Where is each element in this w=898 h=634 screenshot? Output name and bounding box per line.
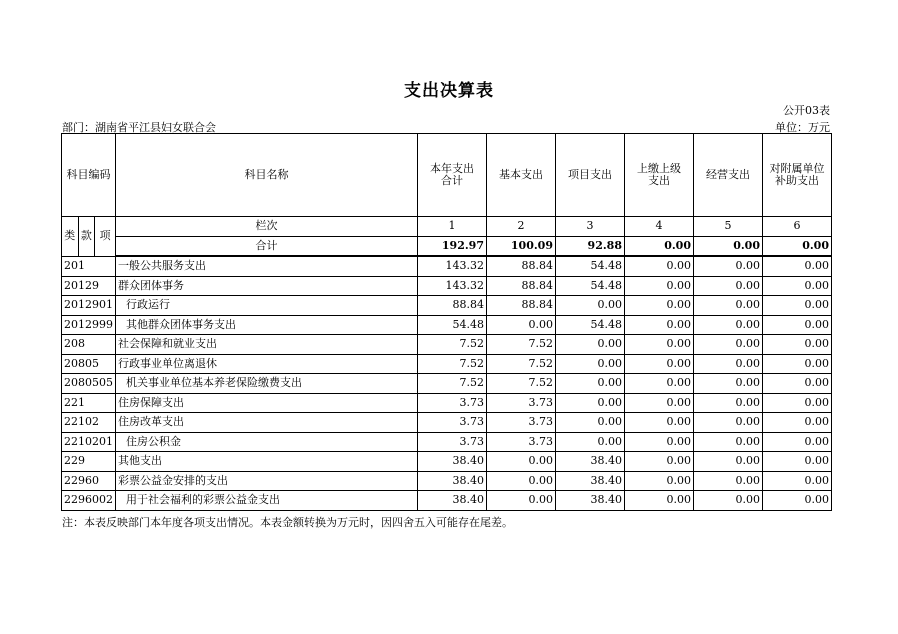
row-value: 0.00 <box>763 471 832 491</box>
row-value: 0.00 <box>625 354 694 374</box>
header-col3: 项目支出 <box>556 134 625 217</box>
row-code: 2210201 <box>62 432 116 452</box>
row-value: 88.84 <box>487 256 556 276</box>
col-number-6: 6 <box>763 217 832 237</box>
row-code: 20805 <box>62 354 116 374</box>
row-code: 20129 <box>62 276 116 296</box>
row-value: 143.32 <box>418 256 487 276</box>
row-value: 0.00 <box>763 256 832 276</box>
total-value: 92.88 <box>556 236 625 256</box>
row-value: 38.40 <box>556 452 625 472</box>
row-value: 3.73 <box>418 432 487 452</box>
row-value: 0.00 <box>763 296 832 316</box>
row-value: 0.00 <box>487 471 556 491</box>
unit-label: 单位：万元 <box>775 121 830 134</box>
row-value: 3.73 <box>418 393 487 413</box>
row-value: 0.00 <box>694 393 763 413</box>
row-value: 88.84 <box>487 296 556 316</box>
row-value: 0.00 <box>556 354 625 374</box>
row-name: 住房保障支出 <box>116 393 418 413</box>
row-code: 2012999 <box>62 315 116 335</box>
row-value: 0.00 <box>625 315 694 335</box>
row-value: 0.00 <box>625 374 694 394</box>
row-value: 54.48 <box>556 315 625 335</box>
row-value: 7.52 <box>418 374 487 394</box>
row-value: 7.52 <box>487 354 556 374</box>
table-row <box>62 491 832 511</box>
header-xiang: 项 <box>95 217 116 257</box>
row-value: 0.00 <box>487 491 556 511</box>
table-row <box>62 432 832 452</box>
row-value: 38.40 <box>556 491 625 511</box>
row-value: 0.00 <box>625 256 694 276</box>
row-value: 0.00 <box>556 432 625 452</box>
row-value: 38.40 <box>418 471 487 491</box>
row-value: 0.00 <box>487 315 556 335</box>
col-number-3: 3 <box>556 217 625 237</box>
row-value: 0.00 <box>556 296 625 316</box>
row-name: 群众团体事务 <box>116 276 418 296</box>
header-col4: 上缴上级支出 <box>625 134 694 217</box>
row-name: 一般公共服务支出 <box>116 256 418 276</box>
row-name: 社会保障和就业支出 <box>116 335 418 355</box>
row-name: 用于社会福利的彩票公益金支出 <box>116 491 418 511</box>
row-value: 0.00 <box>763 452 832 472</box>
row-value: 3.73 <box>487 432 556 452</box>
row-value: 54.48 <box>418 315 487 335</box>
footnote: 注：本表反映部门本年度各项支出情况。本表金额转换为万元时，因四舍五入可能存在尾差。 <box>62 516 513 529</box>
row-value: 0.00 <box>694 491 763 511</box>
row-value: 0.00 <box>625 432 694 452</box>
row-value: 0.00 <box>694 432 763 452</box>
table-row <box>62 471 832 491</box>
row-value: 0.00 <box>625 452 694 472</box>
table-row <box>62 256 832 276</box>
row-name: 住房改革支出 <box>116 413 418 433</box>
table-row <box>62 393 832 413</box>
row-value: 7.52 <box>418 335 487 355</box>
row-value: 0.00 <box>625 335 694 355</box>
total-label: 合计 <box>116 236 418 256</box>
row-value: 3.73 <box>418 413 487 433</box>
row-code: 208 <box>62 335 116 355</box>
row-code: 2012901 <box>62 296 116 316</box>
row-value: 0.00 <box>694 452 763 472</box>
row-value: 54.48 <box>556 256 625 276</box>
table-row <box>62 335 832 355</box>
department-label: 部门：湖南省平江县妇女联合会 <box>62 121 216 134</box>
row-value: 38.40 <box>418 452 487 472</box>
row-value: 7.52 <box>487 335 556 355</box>
row-name: 机关事业单位基本养老保险缴费支出 <box>116 374 418 394</box>
row-value: 0.00 <box>763 374 832 394</box>
col-number-5: 5 <box>694 217 763 237</box>
total-value: 192.97 <box>418 236 487 256</box>
col-number-1: 1 <box>418 217 487 237</box>
row-value: 38.40 <box>556 471 625 491</box>
row-value: 0.00 <box>694 276 763 296</box>
header-lanci: 栏次 <box>116 217 418 237</box>
row-value: 0.00 <box>625 296 694 316</box>
header-kuan: 款 <box>78 217 95 257</box>
row-value: 0.00 <box>763 432 832 452</box>
row-name: 住房公积金 <box>116 432 418 452</box>
row-value: 0.00 <box>556 393 625 413</box>
row-value: 0.00 <box>694 315 763 335</box>
header-code: 科目编码 <box>62 134 116 217</box>
row-code: 221 <box>62 393 116 413</box>
row-value: 0.00 <box>694 471 763 491</box>
row-value: 0.00 <box>625 471 694 491</box>
header-lei: 类 <box>62 217 79 257</box>
row-value: 0.00 <box>763 393 832 413</box>
row-value: 0.00 <box>763 354 832 374</box>
col-number-2: 2 <box>487 217 556 237</box>
row-value: 0.00 <box>625 413 694 433</box>
row-code: 22102 <box>62 413 116 433</box>
table-row <box>62 413 832 433</box>
row-code: 229 <box>62 452 116 472</box>
table-row <box>62 354 832 374</box>
expenditure-table <box>61 133 832 511</box>
row-value: 0.00 <box>556 374 625 394</box>
header-col6: 对附属单位补助支出 <box>763 134 832 217</box>
row-value: 0.00 <box>625 491 694 511</box>
header-col5: 经营支出 <box>694 134 763 217</box>
row-value: 0.00 <box>556 335 625 355</box>
row-value: 7.52 <box>418 354 487 374</box>
total-value: 0.00 <box>694 236 763 256</box>
row-value: 88.84 <box>418 296 487 316</box>
row-code: 2080505 <box>62 374 116 394</box>
header-col2: 基本支出 <box>487 134 556 217</box>
row-value: 0.00 <box>763 276 832 296</box>
row-value: 0.00 <box>763 413 832 433</box>
row-value: 0.00 <box>625 276 694 296</box>
row-name: 其他群众团体事务支出 <box>116 315 418 335</box>
form-number: 公开03表 <box>783 104 830 117</box>
row-value: 88.84 <box>487 276 556 296</box>
page-title: 支出决算表 <box>404 81 494 101</box>
row-name: 行政运行 <box>116 296 418 316</box>
header-name: 科目名称 <box>116 134 418 217</box>
row-value: 0.00 <box>763 315 832 335</box>
row-value: 0.00 <box>694 354 763 374</box>
total-value: 100.09 <box>487 236 556 256</box>
row-value: 0.00 <box>763 491 832 511</box>
row-value: 3.73 <box>487 393 556 413</box>
row-value: 0.00 <box>487 452 556 472</box>
table-row <box>62 315 832 335</box>
row-value: 0.00 <box>694 296 763 316</box>
header-col1: 本年支出合计 <box>418 134 487 217</box>
row-value: 0.00 <box>556 413 625 433</box>
row-value: 3.73 <box>487 413 556 433</box>
row-name: 彩票公益金安排的支出 <box>116 471 418 491</box>
row-value: 0.00 <box>625 393 694 413</box>
col-number-4: 4 <box>625 217 694 237</box>
row-value: 0.00 <box>694 413 763 433</box>
row-value: 54.48 <box>556 276 625 296</box>
table-row <box>62 276 832 296</box>
total-value: 0.00 <box>625 236 694 256</box>
table-row <box>62 296 832 316</box>
table-row <box>62 452 832 472</box>
row-code: 201 <box>62 256 116 276</box>
row-value: 0.00 <box>763 335 832 355</box>
table-row <box>62 374 832 394</box>
row-name: 其他支出 <box>116 452 418 472</box>
row-value: 7.52 <box>487 374 556 394</box>
row-value: 143.32 <box>418 276 487 296</box>
total-value: 0.00 <box>763 236 832 256</box>
row-value: 0.00 <box>694 335 763 355</box>
row-code: 2296002 <box>62 491 116 511</box>
row-value: 0.00 <box>694 256 763 276</box>
row-value: 38.40 <box>418 491 487 511</box>
row-code: 22960 <box>62 471 116 491</box>
row-name: 行政事业单位离退休 <box>116 354 418 374</box>
row-value: 0.00 <box>694 374 763 394</box>
